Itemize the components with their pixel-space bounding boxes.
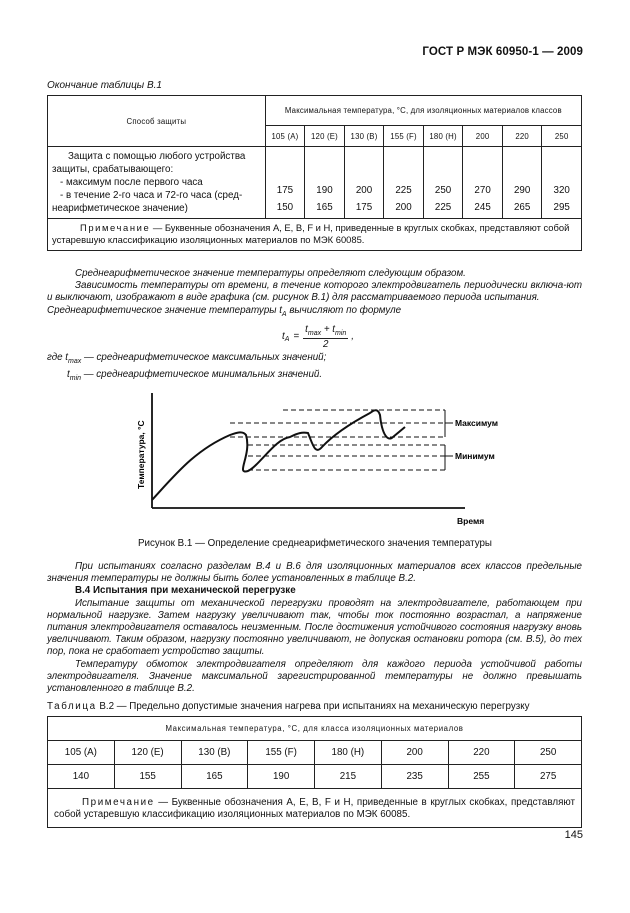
value-cell <box>305 147 345 219</box>
value-cell <box>542 147 582 219</box>
value-cell <box>502 147 542 219</box>
paragraph: Зависимость температуры от времени, в течение которого электродвигатель периодически включа-ют и выключают, изображают в виде графика (см. рисунок В.1) для рассматриваемого периода испытания. <box>47 280 582 304</box>
max-value: 290 <box>513 185 531 196</box>
col-header-method: Способ защиты <box>48 96 266 147</box>
class-cell: 220 <box>448 741 515 765</box>
class-cell: 200 <box>463 126 503 147</box>
table1-caption: Окончание таблицы В.1 <box>47 80 162 91</box>
avg-value: 200 <box>395 202 412 213</box>
label-max: Максимум <box>455 418 499 428</box>
label-min: Минимум <box>455 451 495 461</box>
paragraph: Температуру обмоток электродвигателя определяют для каждого периода устойчивой работы электродвигателя. Значение максимальной зарегистрированной температуры не должно превышать установленного в таблице В.2. <box>47 658 582 695</box>
class-cell: 105 (А) <box>265 126 305 147</box>
class-cell: 180 (Н) <box>315 741 382 765</box>
note-text: — Буквенные обозначения А, Е, В, F и Н, приведенные в круглых скобках, представляют собой устаревшую классификацию изоляционных материалов по МЭК 60085. <box>52 222 570 245</box>
class-cell: 250 <box>515 741 582 765</box>
table2-note <box>48 789 582 828</box>
paragraph: Испытание защиты от механической перегрузки проводят на электродвигателе, работающем при нормальной нагрузке. Затем нагрузку увеличивают так, чтобы ток постоянно возрастал, а напряжение питания электродвигателя оставалось неизменным. После достижения устойчивого состояния нагрузку вновь увеличивают. Таким образом, нагрузку постоянно увеличивают, не допуская остановки ротора (см. В.5), до тех пор, пока не сработает устройство защиты. <box>47 597 582 658</box>
subscript: max <box>307 329 322 337</box>
temperature-figure <box>120 385 520 530</box>
value-cell: 155 <box>114 765 181 789</box>
table-row <box>48 147 582 219</box>
col-header-max-temp: Максимальная температура, °С, для изоляционных материалов классов <box>265 96 581 126</box>
formula-intro-text: Среднеарифметическое значение температуры t <box>47 304 282 316</box>
class-cell: 130 (В) <box>344 126 384 147</box>
class-cell: 105 (А) <box>48 741 115 765</box>
row-label-line: неарифметическое значение) <box>52 203 188 214</box>
subscript: A <box>284 336 290 344</box>
temperature-curve <box>152 410 405 500</box>
formula-lhs: t <box>282 331 285 343</box>
value-cell: 255 <box>448 765 515 789</box>
avg-value: 165 <box>316 202 333 213</box>
table2-title-text: В.2 — Предельно допустимые значения нагрева при испытаниях на механическую перегрузку <box>96 701 530 712</box>
table-row <box>48 741 582 765</box>
value-cell: 235 <box>381 765 448 789</box>
row-label-line: - максимум после первого часа <box>60 177 203 188</box>
max-value: 320 <box>553 185 570 196</box>
document-code-header: ГОСТ Р МЭК 60950-1 — 2009 <box>422 46 583 58</box>
numerator-t: t <box>305 324 308 335</box>
row-label-line: Защита с помощью любого устройства <box>68 151 246 162</box>
note-label: Примечание <box>80 222 151 233</box>
subscript: min <box>335 329 347 337</box>
value-cell: 215 <box>315 765 382 789</box>
note-label: Примечание <box>82 797 155 808</box>
avg-value: 175 <box>355 202 373 213</box>
value-cell <box>344 147 384 219</box>
where-var: t <box>67 368 70 380</box>
x-axis-label: Время <box>457 516 485 526</box>
row-label-line: защиты, срабатывающего: <box>52 164 174 175</box>
text-block-2 <box>47 561 582 695</box>
value-cell: 190 <box>248 765 315 789</box>
table2-group-header: Максимальная температура, °С, для класса изоляционных материалов <box>48 717 582 741</box>
equals-sign: = <box>293 331 300 343</box>
avg-value: 265 <box>513 202 531 213</box>
value-cell: 165 <box>181 765 248 789</box>
figure-caption: Рисунок В.1 — Определение среднеарифметического значения температуры <box>138 538 492 549</box>
avg-value: 150 <box>276 202 294 213</box>
class-cell: 120 (Е) <box>305 126 345 147</box>
value-cell <box>423 147 463 219</box>
class-cell: 180 (Н) <box>423 126 463 147</box>
text-block-1 <box>47 268 582 321</box>
value-cell: 275 <box>515 765 582 789</box>
class-cell: 155 (F) <box>248 741 315 765</box>
table2-title <box>47 701 530 712</box>
avg-value: 225 <box>434 202 452 213</box>
max-value: 270 <box>474 185 491 196</box>
section-heading: В.4 Испытания при механической перегрузке <box>75 585 296 597</box>
row-label <box>48 147 266 219</box>
formula <box>282 324 354 350</box>
class-cell: 250 <box>542 126 582 147</box>
row-label-line: - в течение 2-го часа и 72-го часа (сред- <box>60 190 243 201</box>
paragraph: Среднеарифметическое значение температуры определяют следующим образом. <box>75 268 466 279</box>
table1-note <box>48 219 582 251</box>
y-axis-label: Температура, °С <box>136 420 146 489</box>
note-text: — Буквенные обозначения А, Е, В, F и Н, приведенные в круглых скобках, представляют собой устаревшую классификацию изоляционных материалов по МЭК 60085. <box>54 797 575 820</box>
where-block <box>47 351 326 385</box>
table-word: Таблица <box>47 701 97 712</box>
where-text: — среднеарифметическое минимальных значений. <box>83 368 323 380</box>
value-cell: 140 <box>48 765 115 789</box>
max-value: 250 <box>434 185 452 196</box>
paragraph-formula-intro <box>47 305 582 321</box>
table-b2 <box>47 716 582 828</box>
subscript: max <box>68 357 82 365</box>
formula-intro-end: вычисляют по формуле <box>286 304 402 316</box>
subscript: min <box>69 374 82 382</box>
paragraph: При испытаниях согласно разделам В.4 и В.6 для изоляционных материалов всех классов предельные значения температуры не должны быть более установленных в таблице В.2. <box>47 561 582 585</box>
max-value: 225 <box>395 185 412 196</box>
plus-t: + t <box>321 324 335 335</box>
fraction <box>303 324 348 350</box>
comma: , <box>351 331 355 343</box>
value-cell <box>463 147 503 219</box>
table-b1-end <box>47 95 582 251</box>
numerator <box>303 324 348 339</box>
where-text: — среднеарифметическое максимальных значений; <box>84 352 327 363</box>
avg-value: 245 <box>474 202 491 213</box>
class-cell: 120 (Е) <box>114 741 181 765</box>
max-value: 190 <box>316 185 333 196</box>
table-row <box>48 765 582 789</box>
max-value: 200 <box>355 185 373 196</box>
denominator: 2 <box>322 338 329 350</box>
where-var: где t <box>47 352 69 363</box>
max-value: 175 <box>276 185 294 196</box>
class-cell: 155 (F) <box>384 126 424 147</box>
class-cell: 220 <box>502 126 542 147</box>
class-cell: 130 (В) <box>181 741 248 765</box>
value-cell <box>384 147 424 219</box>
subscript: A <box>281 310 287 318</box>
page-number: 145 <box>564 829 583 841</box>
value-cell <box>265 147 305 219</box>
avg-value: 295 <box>553 202 570 213</box>
class-cell: 200 <box>381 741 448 765</box>
